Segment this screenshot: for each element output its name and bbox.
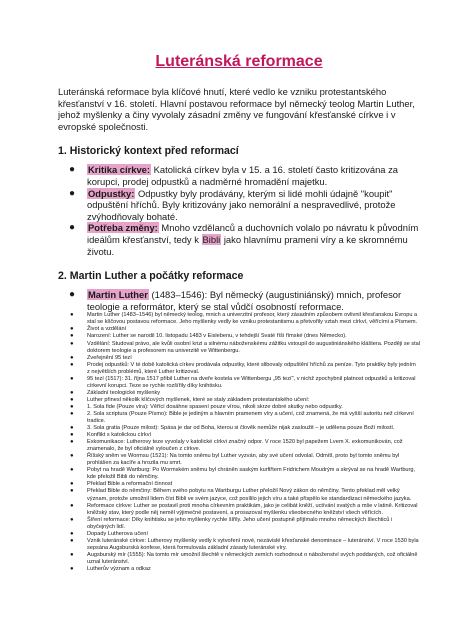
note-text: Život a vzdělání xyxy=(87,326,127,333)
bullet-icon: ● xyxy=(70,432,74,439)
note-text: Luther přinesl několik klíčových myšlenek, které se staly základem protestantského učení: xyxy=(87,396,310,403)
bullet-icon: ● xyxy=(70,551,74,558)
intro-paragraph xyxy=(58,86,420,132)
note-text: Překlad Bible a reformační činnost xyxy=(87,481,173,488)
note-item xyxy=(58,411,420,425)
note-text: Lutherův význam a odkaz xyxy=(87,566,151,572)
bullet-icon: ● xyxy=(70,333,74,340)
bullet-icon: ● xyxy=(70,410,74,417)
note-item xyxy=(58,355,420,362)
list-item-text: jako hlavnímu prameni víry a ke skromnému životu. xyxy=(87,233,408,257)
bullet-icon: ● xyxy=(69,187,76,199)
list-item-text: Katolická církev byla v 15. a 16. století často kritizována za korupci, prodej odpustků a nadměrné hromadění majetku. xyxy=(87,164,399,187)
note-text: Dopady Lutherova učení xyxy=(87,530,148,537)
list-item-text: Odpustky byly prodávány, kterým si lidé mohli údajně "koupit" odpuštění hříchů. Byly kritizovány jako nemorální a nespravedlivé, protože zvýhodňovaly bohaté. xyxy=(87,187,396,222)
note-text: Vznik luteránské církve: Lutherovy myšlenky vedly k vytvoření nové, nezávislé křesťanské denominace – luteránství. V roce 1530 byla sepsána Augsburská konfese, která formulovala základní zásady luteránské víry. xyxy=(87,537,419,551)
note-text: Augsburský mír (1555): Na tomto mír umožnil šlechtě v německých zemích rozhodnout o náboženství svých poddaných, což oficiálně uznal luteránství. xyxy=(87,551,418,565)
note-item xyxy=(58,326,420,333)
section-2-lead-list xyxy=(58,289,420,312)
note-item xyxy=(58,341,420,355)
section-1-list xyxy=(58,164,420,257)
note-text: Reformace církve: Luther se postavil proti mnoha církevním praktikám, jako je celibát kněží, uctívání svatých a mše v latině. Kritizoval kněžský stav, který podle něj neměl výjimečné postavení, a prosazoval myšlenku všeobecného kněžství všech věřících. xyxy=(87,502,418,516)
note-text: Základní teologické myšlenky xyxy=(87,389,161,396)
note-item xyxy=(58,432,420,439)
note-text: Říšský sněm ve Wormsu (1521): Na tomto sněmu byl Luther vyzván, aby své učení odvolal. Odmítl, proto byl tomto sněmu byl prohlášen za kacíře a hrozila mu smrt. xyxy=(87,453,400,467)
note-text: Narození: Luther se narodil 10. listopadu 1483 v Eislebenu, v tehdejší Svaté říši římské (dnes Německo). xyxy=(87,333,347,340)
note-item xyxy=(58,503,420,517)
note-text: Překlad Bible do němčiny: Během svého pobytu na Wartburgu Luther přeložil Nový zákon do němčiny. Tento překlad měl velký význam, protože umožnil lidem číst Bibli ve svém jazyce, což posílilo jejich víru a také přispělo ke standardizaci německého jazyka. xyxy=(87,488,412,502)
bullet-icon: ● xyxy=(70,403,74,410)
list-item-text: Mnoho vzdělanců a duchovních volalo po návratu k původním ideálům křesťanství, tedy k xyxy=(87,222,419,245)
bullet-icon: ● xyxy=(70,481,74,488)
bullet-icon: ● xyxy=(70,502,74,509)
note-item xyxy=(58,467,420,481)
note-item xyxy=(58,390,420,397)
list-item xyxy=(58,188,420,223)
list-item xyxy=(58,289,420,312)
note-item xyxy=(58,517,420,531)
note-text: 2. Sola scriptura (Pouze Písmo): Bible je jediným a hlavním pramenem víry a učení, což znamená, že má vyšší autoritu než církevní tradice. xyxy=(87,410,414,425)
note-text: Šíření reformace: Díky knihtisku se jeho myšlenky rychle šířily. Jeho učení postupně přijímalo mnoho německých šlechticů i obyčejných lidí. xyxy=(87,516,393,530)
bullet-icon: ● xyxy=(70,312,74,319)
note-text: Zveřejnění 95 tezí xyxy=(87,354,132,361)
bullet-icon: ● xyxy=(70,453,74,460)
bullet-icon: ● xyxy=(70,396,74,403)
note-item xyxy=(58,538,420,552)
bullet-icon: ● xyxy=(69,289,76,301)
bullet-icon: ● xyxy=(70,530,74,537)
highlight-word: Bibli xyxy=(202,233,221,245)
bullet-icon: ● xyxy=(70,488,74,495)
bullet-icon: ● xyxy=(69,164,76,176)
page-title: Luteránská reformace xyxy=(155,53,323,70)
bullet-icon: ● xyxy=(69,222,76,234)
note-text: 1. Sola fide (Pouze víra): Věřící dosáhne spasení pouze vírou, nikoli skrze dobré skutky nebo odpustky. xyxy=(87,403,343,410)
bullet-icon: ● xyxy=(70,439,74,446)
highlight-term: Potřeba změny: xyxy=(88,222,158,234)
section-1-heading: 1. Historický kontext před reformací xyxy=(58,145,239,158)
note-item xyxy=(58,404,420,411)
note-item xyxy=(58,531,420,538)
highlight-term: Kritika církve: xyxy=(88,164,151,176)
note-text: 95 tezí (1517): 31. října 1517 přibil Luther na dveře kostela ve Wittenbergu „95 tezí", v nichž zpochybnil platnost odpustků a kritizoval církevní korupci. Teze se rychle rozšířily díky knihtisku. xyxy=(87,375,416,389)
bullet-icon: ● xyxy=(70,537,74,544)
bullet-icon: ● xyxy=(70,566,74,572)
bullet-icon: ● xyxy=(70,354,74,361)
note-text: Konflikt s katolickou církví xyxy=(87,432,152,439)
highlight-term: Martin Luther xyxy=(88,289,148,301)
note-text: Martin Luther (1483–1546) byl německý teolog, mnich a univerzitní profesor, který zásadním způsobem ovlivnil křesťanskou Evropu a stal se klíčovou postavou reformace. Jeho myšlenky vedly ke vzniku protestantismu a přetvořily vztah mezi církví, věřícími a Písmem. xyxy=(87,312,418,326)
note-text: Pobyt na hradě Wartburg: Po Wormském sněmu byl chráněn saským kurfiřtem Fridrichem Moudrým a skrýval se na hradě Wartburg, kde přeložil Bibli do němčiny. xyxy=(87,467,416,481)
list-item xyxy=(58,164,420,187)
note-text: 3. Sola gratia (Pouze milost): Spása je dar od Boha, kterou si člověk nemůže nijak zasloužit – je udělena pouze Boží milostí. xyxy=(87,425,395,432)
intro-text: Luteránská reformace byla klíčové hnutí, které vedlo ke vzniku protestantského křesťanství v 16. století. Hlavní postavou reformace byl německý teolog Martin Luther, jehož myšlenky a činy vyvolaly zásadní změny ve fungování křesťanské církve i v evropské společnosti. xyxy=(58,86,415,132)
note-item xyxy=(58,481,420,488)
bullet-icon: ● xyxy=(70,340,74,347)
note-item xyxy=(58,453,420,467)
note-item xyxy=(58,566,420,573)
bullet-icon: ● xyxy=(70,361,74,368)
bullet-icon: ● xyxy=(70,389,74,396)
note-item xyxy=(58,362,420,376)
note-text: Vzdělání: Studoval právo, ale kvůli osobní krizi a silnému náboženskému zážitku vstoupil do augustiniánského kláštera. Později se stal doktorem teologie a profesorem na univerzitě ve Wittenbergu. xyxy=(87,340,421,354)
bullet-icon: ● xyxy=(70,375,74,382)
note-item xyxy=(58,333,420,340)
note-item xyxy=(58,312,420,326)
section-2-heading: 2. Martin Luther a počátky reformace xyxy=(58,270,244,283)
note-text: Exkomunikace: Lutherovy teze vyvolaly v katolické církvi značný odpor. V roce 1520 byl papežem Lvem X. exkomunikován, což znamenalo, že byl oficiálně vyloučen z církve. xyxy=(87,439,403,453)
list-item-text: (1483–1546): Byl německý (augustiniánský) mnich, profesor teologie a reformátor, který se stal vůdčí osobností reformace. xyxy=(87,289,402,312)
note-item xyxy=(58,425,420,432)
bullet-icon: ● xyxy=(70,467,74,474)
note-text: Prodej odpustků: V té době katolická církev prodávala odpustky, které slibovaly odpuštění hříchů za peníze. Tyto praktiky byly jedním z největších problémů, které Luther kritizoval. xyxy=(87,361,416,375)
bullet-icon: ● xyxy=(70,516,74,523)
note-item xyxy=(58,488,420,502)
note-item xyxy=(58,552,420,566)
note-item xyxy=(58,376,420,390)
bullet-icon: ● xyxy=(70,425,74,432)
note-item xyxy=(58,397,420,404)
list-item xyxy=(58,222,420,257)
bullet-icon: ● xyxy=(70,326,74,333)
notes-list xyxy=(58,312,420,573)
note-item xyxy=(58,439,420,453)
highlight-term: Odpustky: xyxy=(88,187,135,199)
